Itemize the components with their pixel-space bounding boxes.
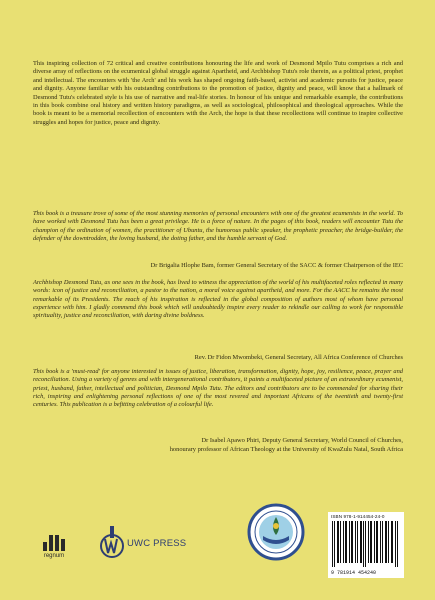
council-seal-icon [246, 502, 306, 562]
endorsement-quote-2: Archbishop Desmond Tutu, as one sees in the book, has lived to witness the appreciation of the world of his multifaceted roles reflected in many words: icon of justice and reconciliation, a pastor to the nation, a moral voice against apartheid, and more. For the AACC he remains the most remarkable of its Presidents. The reach of his inspiration is reflected in the global composition of authors most of whom have personal experience with him. I gladly commend this book which will undoubtedly inspire every reader to rekindle our calling to work for responsible spirituality, justice and reconciliation, with daring divine boldness. [33, 279, 403, 320]
isbn-barcode [328, 512, 404, 578]
regnum-columns-icon [34, 535, 74, 551]
endorsement-attribution-3-line2: honourary professor of African Theology at the University of KwaZulu Natal, South Africa [169, 446, 403, 453]
isbn-label: ISBN 978-1-914454-24-0 [331, 514, 385, 519]
barcode-bars [332, 521, 400, 567]
uwc-press-logo [99, 524, 189, 564]
uwc-press-label: UWC PRESS [127, 538, 187, 549]
isbn-digits: 9 781914 454240 [331, 570, 377, 576]
endorsement-attribution-2: Rev. Dr Fidon Mwombeki, General Secretary, All Africa Conference of Churches [194, 354, 403, 361]
regnum-label: regnum [43, 553, 65, 559]
endorsement-attribution-3: Dr Isabel Apawo Phiri, Deputy General Secretary, World Council of Churches, [201, 437, 403, 444]
endorsement-quote-3: This book is a 'must-read' for anyone interested in issues of justice, liberation, transformation, dignity, hope, joy, resilience, peace, prayer and reconciliation. Using a variety of genres and with intergenerational contributors, it paints a multifaceted picture of an extraordinary ecumenist, priest, husband, father, intellectual and politician, Desmond Mpilo Tutu. The editors and contributors are to be commended for sharing their rich, inspiring and enlightening personal reflections of one of the most revered and important Africans of the twentieth and twenty-first centuries. This publication is a befitting celebration of a colourful life. [33, 368, 403, 409]
regnum-logo [34, 535, 74, 559]
endorsement-quote-1: This book is a treasure trove of some of the most stunning memories of personal encounters with one of the greatest ecumenists in the world. To have worked with Desmond Tutu has been a great privilege. He is a force of nature. In the pages of this book, readers will encounter Tutu the champion of the ordination of women, the practitioner of Ubuntu, the humorous public speaker, the prophetic preacher, the bridge-builder, the defender of the downtrodden, the loving husband, the doting father, and the humble servant of God. [33, 210, 403, 242]
uwc-emblem-icon [99, 524, 129, 564]
endorsement-attribution-1: Dr Brigalia Hlophe Bam, former General Secretary of the SACC & former Chairperson of the IEC [150, 262, 403, 269]
book-description: This inspiring collection of 72 critical and creative contributions honouring the life and work of Desmond Mpilo Tutu comprises a rich and diverse array of reflections on the ecumenical global struggle against Apartheid, and Archbishop Tutu's role therein, as a political priest, prophet and intellectual. The encounters with 'the Arch' and his work has shaped ongoing faith-based, activist and academic pursuits for justice, peace and dignity. Anyone familiar with his outstanding contributions to the promotion of justice, dignity and peace, will know that a hallmark of Desmond Tutu's celebrated style is his use of narrative and real-life stories. In honour of his unique and remarkable example, the contributions in this book combine oral history and written history paradigms, as well as sociological, philosophical and theological approaches. While the book is meant to be a memorial recollection of encounters with the Arch, the hope is that these recollections will continue to inspire collective struggles and hopes for justice, peace and dignity. [33, 60, 403, 126]
